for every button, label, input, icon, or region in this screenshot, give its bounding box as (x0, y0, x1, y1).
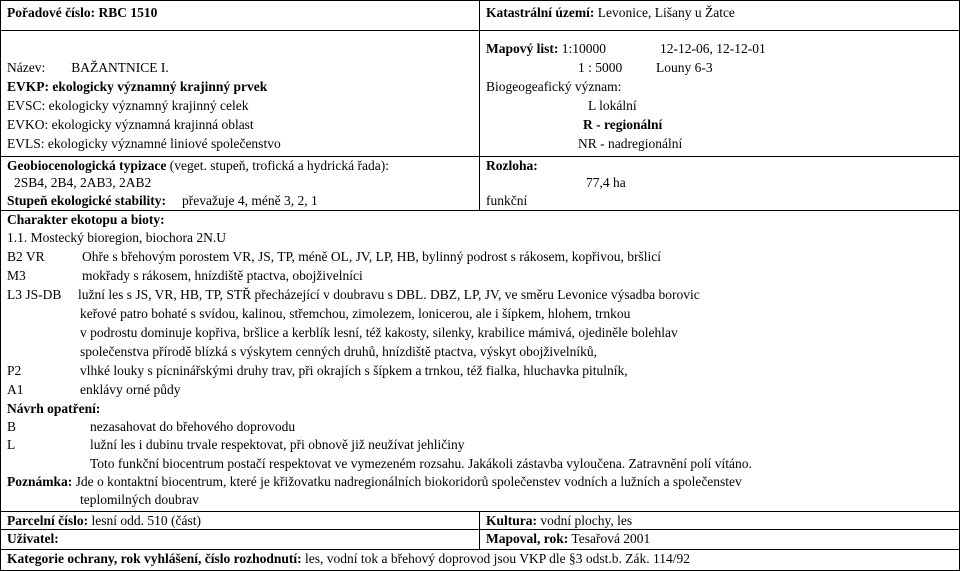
rozloha-funkcni: funkční (486, 193, 528, 208)
biogeo-label: Biogeogeafický význam: (486, 79, 622, 94)
divider (0, 156, 960, 157)
opatreni-b-text: nezasahovat do břehového doprovodu (90, 419, 296, 434)
stabilita: Stupeň ekologické stability: převažuje 4, méně 3, 2, 1 (7, 193, 318, 208)
charakter-code: L3 JS-DB (7, 287, 62, 302)
geobio-label: Geobiocenologická typizace (veget. stupeň, trofická a hydrická řada): (7, 158, 390, 173)
mapovy-list: Mapový list: 1:10000 (486, 41, 607, 56)
katastralni-uzemi: Katastrální území: Levonice, Lišany u Žatce (486, 5, 735, 20)
charakter-text: enklávy orné půdy (80, 382, 181, 397)
charakter-text: v podrostu dominuje kopřiva, bršlice a kerblík lesní, též kakosty, silenky, krabilice mámivá, ojediněle bolehlav (80, 325, 678, 340)
nazev: Název: BAŽANTNICE I. (7, 60, 169, 75)
geobio-value: 2SB4, 2B4, 2AB3, 2AB2 (14, 175, 152, 190)
divider (0, 511, 960, 512)
opatreni-l-code: L (7, 437, 16, 452)
charakter-text: mokřady s rákosem, hnízdiště ptactva, obojživelníci (82, 268, 363, 283)
divider (0, 210, 960, 211)
legend-evkp: EVKP: ekologicky významný krajinný prvek (7, 79, 268, 94)
charakter-text: lužní les s JS, VR, HB, TP, STŘ přecházející v doubravu s DBL. DBZ, LP, JV, ve směru Levonice výsadba borovic (78, 287, 700, 302)
opatreni-l-text: lužní les i dubinu trvale respektovat, při obnově již neužívat jehličiny (90, 437, 465, 452)
uzivatel: Uživatel: (7, 531, 59, 546)
column-divider (479, 0, 480, 210)
kategorie-ochrany: Kategorie ochrany, rok vyhlášení, číslo rozhodnutí: les, vodní tok a břehový doprovod jsou VKP dle §3 odst.b. Zák. 114/92 (7, 551, 690, 566)
opatreni-b-code: B (7, 419, 17, 434)
rozloha-value: 77,4 ha (586, 175, 626, 190)
kultura: Kultura: vodní plochy, les (486, 513, 633, 528)
charakter-code: A1 (7, 382, 24, 397)
biogeo-nadregionalni: NR - nadregionální (578, 136, 683, 151)
rozloha-label: Rozloha: (486, 158, 538, 173)
opatreni-note: Toto funkční biocentrum postačí respektovat ve vymezeném rozsahu. Jakákoli zástavba vyloučena. Zatravnění polí vítáno. (90, 456, 752, 471)
charakter-code: M3 (7, 268, 26, 283)
divider (0, 529, 960, 530)
legend-evls: EVLS: ekologicky významné liniové společenstvo (7, 136, 281, 151)
charakter-code: P2 (7, 363, 22, 378)
divider (0, 549, 960, 550)
charakter-text: keřové patro bohaté s svídou, kalinou, střemchou, zimolezem, lonicerou, ale i šípkem, hlohem, trnkou (80, 306, 631, 321)
opatreni-heading: Návrh opatření: (7, 401, 101, 416)
mapoval: Mapoval, rok: Tesařová 2001 (486, 531, 651, 546)
divider (0, 30, 960, 31)
charakter-code: B2 VR (7, 249, 45, 264)
column-divider (479, 511, 480, 550)
charakter-text: Ohře s břehovým porostem VR, JS, TP, méně OL, JV, LP, HB, bylinný podrost s rákosem, kopřivou, bršlicí (82, 249, 661, 264)
biogeo-lokalni: L lokální (588, 98, 637, 113)
charakter-text: vlhké louky s pícninářskými druhy trav, při okrajích s šípkem a trnkou, též fialka, hluchavka pitulník, (80, 363, 628, 378)
mapovy-list-sheets2: Louny 6-3 (656, 60, 713, 75)
poznamka: Poznámka: Jde o kontaktní biocentrum, které je křižovatku nadregionálních biokoridorů společenstev vodních a lužních a společenstev (7, 474, 742, 489)
mapovy-list-scale2: 1 : 5000 (578, 60, 623, 75)
legend-evko: EVKO: ekologicky významná krajinná oblast (7, 117, 254, 132)
poznamka-line2: teplomilných doubrav (80, 492, 199, 507)
poradove-cislo: Pořadové číslo: RBC 1510 (7, 5, 158, 20)
charakter-heading: Charakter ekotopu a bioty: (7, 212, 165, 227)
charakter-text: společenstva přírodě blízká s výskytem cenných druhů, hnízdiště ptactva, výskyt obojživelníků, (80, 344, 598, 359)
legend-evsc: EVSC: ekologicky významný krajinný celek (7, 98, 249, 113)
biogeo-regionalni: R - regionální (583, 117, 663, 132)
parcelni-cislo: Parcelní číslo: lesní odd. 510 (část) (7, 513, 201, 528)
mapovy-list-sheets: 12-12-06, 12-12-01 (660, 41, 766, 56)
charakter-region: 1.1. Mostecký bioregion, biochora 2N.U (7, 230, 226, 245)
